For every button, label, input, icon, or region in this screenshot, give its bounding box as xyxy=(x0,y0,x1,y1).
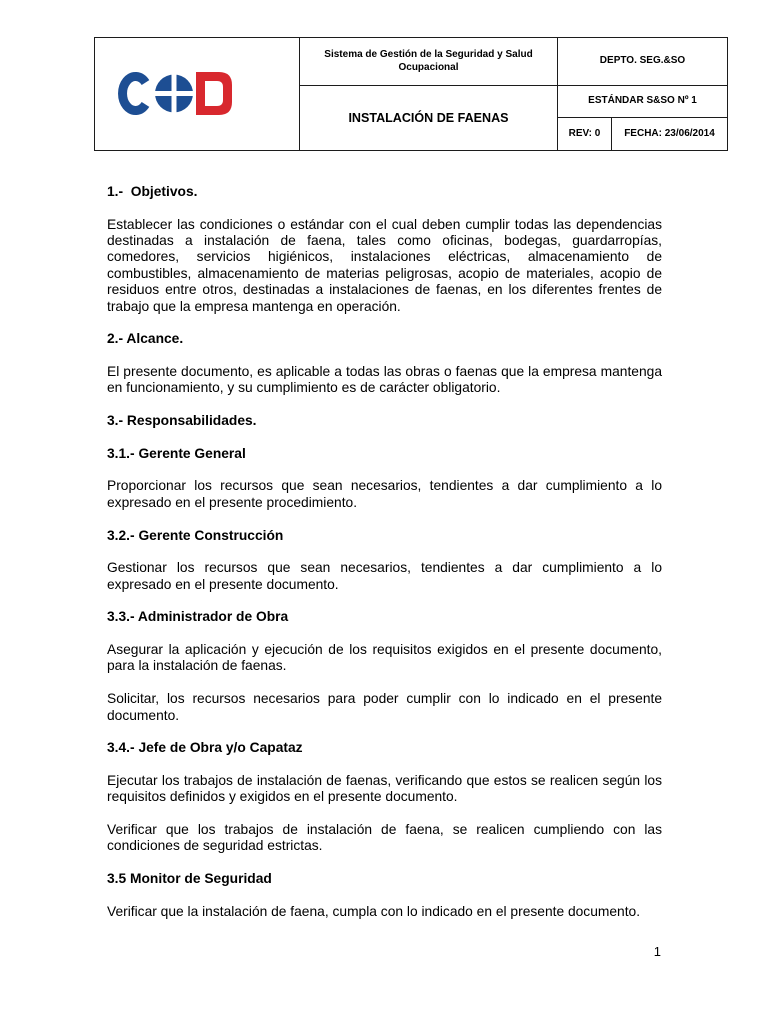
document-title-cell xyxy=(299,85,558,151)
alcance-heading: 2.- Alcance. xyxy=(107,331,184,347)
subsection-jefe-obra xyxy=(107,740,662,855)
date-cell xyxy=(611,117,728,151)
system-title-cell xyxy=(299,37,558,86)
section-objetivos xyxy=(107,184,662,315)
gerente-construccion-heading: 3.2.- Gerente Construcción xyxy=(107,527,284,543)
department-cell xyxy=(557,37,728,86)
objetivos-heading: 1.- Objetivos. xyxy=(107,184,198,199)
administrador-obra-heading: 3.3.- Administrador de Obra xyxy=(107,609,289,625)
department-label: DEPTO. SEG.&SO xyxy=(599,55,686,67)
subsection-administrador-obra xyxy=(107,609,662,724)
administrador-obra-paragraph: Asegurar la aplicación y ejecución de los requisitos exigidos en el presente documento, para la instalación de faenas. xyxy=(107,642,662,674)
jefe-obra-paragraph: Ejecutar los trabajos de instalación de faenas, verificando que estos se realicen según los requisitos definidos y exigidos en el presente documento. xyxy=(107,772,662,805)
logo-cell xyxy=(94,37,300,151)
subsection-gerente-construccion xyxy=(107,528,662,593)
date-label: FECHA: 23/06/2014 xyxy=(624,127,715,139)
administrador-obra-paragraph: Solicitar, los recursos necesarios para poder cumplir con lo indicado en el presente documento. xyxy=(107,691,662,723)
jefe-obra-heading: 3.4.- Jefe de Obra y/o Capataz xyxy=(107,740,303,756)
section-responsabilidades xyxy=(107,413,662,920)
document-body xyxy=(107,184,662,937)
page-number: 1 xyxy=(653,944,661,959)
gerente-general-heading: 3.1.- Gerente General xyxy=(107,445,246,461)
logo-letter-d xyxy=(196,72,232,115)
system-title: Sistema de Gestión de la Seguridad y Salud Ocupacional xyxy=(324,49,533,73)
standard-cell xyxy=(557,85,728,118)
gerente-general-paragraph: Proporcionar los recursos que sean necesarios, tendientes a dar cumplimiento a lo expresado en el presente procedimiento. xyxy=(107,478,662,510)
revision-label: REV: 0 xyxy=(568,127,601,139)
subsection-monitor-seguridad xyxy=(107,871,662,920)
company-logo xyxy=(116,70,236,117)
logo-letter-c xyxy=(123,77,146,111)
document-title: INSTALACIÓN DE FAENAS xyxy=(348,110,509,125)
monitor-seguridad-paragraph: Verificar que la instalación de faena, cumpla con lo indicado en el presente documento. xyxy=(107,903,641,919)
monitor-seguridad-heading: 3.5 Monitor de Seguridad xyxy=(107,871,272,887)
revision-cell xyxy=(557,117,612,151)
subsection-gerente-general xyxy=(107,446,662,511)
alcance-paragraph: El presente documento, es aplicable a todas las obras o faenas que la empresa mantenga en funcionamiento, y su cumplimiento es de carácter obligatorio. xyxy=(107,363,662,396)
section-alcance xyxy=(107,331,662,396)
responsabilidades-heading: 3.- Responsabilidades. xyxy=(107,413,257,429)
standard-number: ESTÁNDAR S&SO Nº 1 xyxy=(588,95,697,107)
jefe-obra-paragraph: Verificar que los trabajos de instalación de faena, se realicen cumpliendo con las condiciones de seguridad estrictas. xyxy=(107,822,662,854)
gerente-construccion-paragraph: Gestionar los recursos que sean necesarios, tendientes a dar cumplimiento a lo expresado en el presente documento. xyxy=(107,560,662,592)
objetivos-paragraph: Establecer las condiciones o estándar con el cual deben cumplir todas las dependencias destinadas a instalación de faena, tales como oficinas, bodegas, guardarropías, comedores, servicios higiénicos, instalaciones eléctricas, almacenamiento de combustibles, almacenamiento de materias peligrosas, acopio de materiales, acopio de residuos entre otros, destinadas a instalaciones de faenas, en los diferentes frentes de trabajo que la empresa mantenga en operación. xyxy=(107,216,662,314)
logo-cross-horizontal xyxy=(155,91,193,96)
